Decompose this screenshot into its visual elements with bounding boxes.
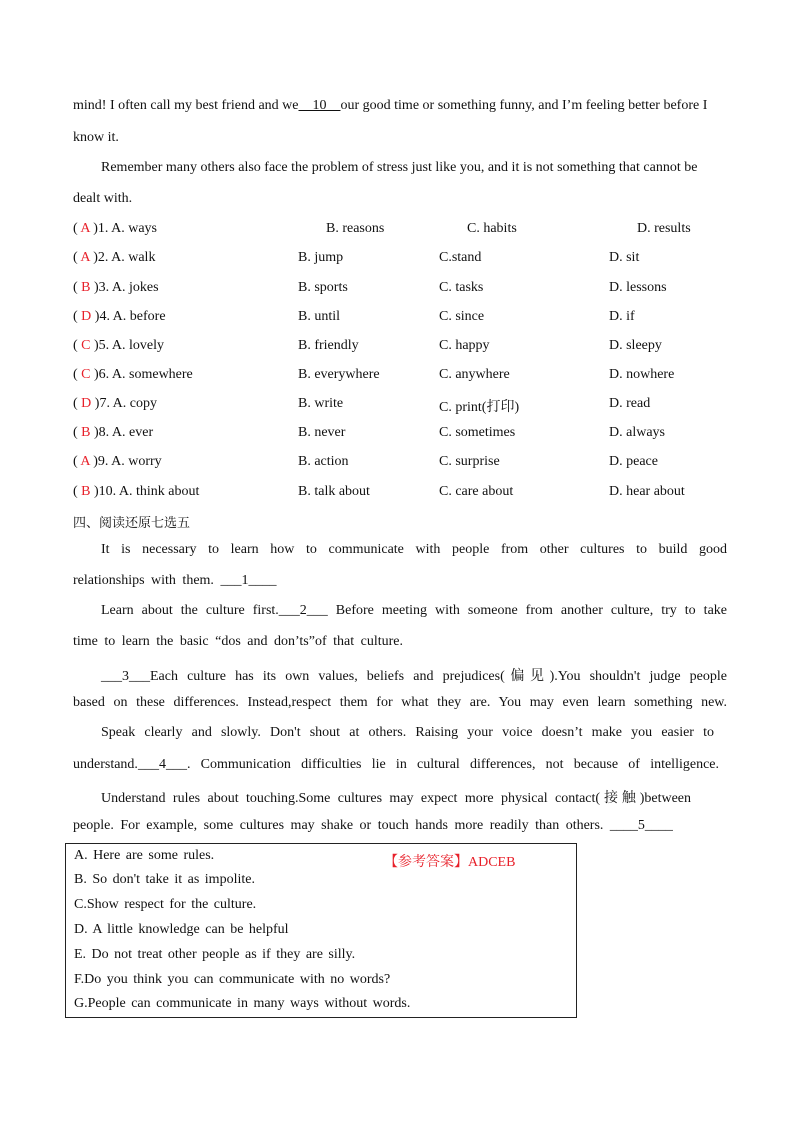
reading-line: Understand rules about touching.Some cultures may expect more physical contact(接触)between: [101, 791, 691, 806]
option-a-text: )4. A. before: [94, 309, 166, 324]
answer-letter: C: [81, 367, 91, 382]
option-c: C. surprise: [439, 454, 500, 469]
option-c: C. sometimes: [439, 425, 516, 440]
reading-line: [73, 573, 276, 589]
option-f: F.Do you think you can communicate with no words?: [74, 972, 391, 987]
option-a-text: )9. A. worry: [93, 454, 162, 469]
option-d: D. results: [637, 221, 691, 236]
blank-4: ___4___: [137, 757, 187, 772]
option-a: A. Here are some rules.: [74, 848, 215, 863]
option-c: C. habits: [467, 221, 517, 236]
answer-letter: D: [81, 309, 92, 324]
option-b: B. until: [298, 309, 341, 324]
option-b: B. write: [298, 396, 344, 411]
cloze-row-7: ( D )7. A. copy: [73, 396, 158, 411]
blank-3: ___3___: [101, 669, 150, 684]
answer-letter: B: [81, 484, 91, 499]
option-b: B. So don't take it as impolite.: [74, 872, 255, 887]
options-box: [65, 843, 577, 1018]
answer-key: 【参考答案】ADCEB: [384, 855, 516, 870]
reading-line: based on these differences. Instead,respect them for what they are. You may even learn something new.: [73, 695, 727, 710]
option-d: D. hear about: [609, 484, 685, 499]
reading-line: Speak clearly and slowly. Don't shout at others. Raising your voice doesn’t make you easier to: [101, 725, 714, 740]
blank-1: ___1____: [220, 573, 277, 588]
reading-text: Learn about the culture first.: [101, 603, 279, 618]
blank-10: 10: [298, 98, 341, 113]
option-c: C. anywhere: [439, 367, 510, 382]
answer-letter: A: [80, 250, 90, 265]
answer-letter: B: [81, 280, 91, 295]
option-d: D. A little knowledge can be helpful: [74, 922, 289, 937]
option-d: D. read: [609, 396, 651, 411]
reading-text: understand.: [73, 757, 138, 772]
cloze-row-8: ( B )8. A. ever: [73, 425, 154, 440]
cloze-row-9: ( A )9. A. worry: [73, 454, 162, 469]
option-c: C. since: [439, 309, 485, 324]
option-e: E. Do not treat other people as if they are silly.: [74, 947, 356, 962]
reading-text: people. For example, some cultures may shake or touch hands more readily than others.: [73, 818, 610, 833]
reading-line: [73, 757, 719, 773]
cloze-row-1: ( A )1. A. ways: [73, 221, 158, 236]
option-d: D. peace: [609, 454, 658, 469]
option-b: B. talk about: [298, 484, 370, 499]
cloze-row-6: ( C )6. A. somewhere: [73, 367, 193, 382]
option-a-text: )1. A. ways: [93, 221, 158, 236]
cloze-row-10: ( B )10. A. think about: [73, 484, 200, 499]
cloze-row-4: ( D )4. A. before: [73, 309, 166, 324]
option-a-text: )8. A. ever: [94, 425, 154, 440]
option-g: G.People can communicate in many ways without words.: [74, 996, 411, 1011]
option-c: C.stand: [439, 250, 482, 265]
reading-text: . Communication difficulties lie in cultural differences, not because of intelligence.: [186, 757, 719, 772]
option-b: B. everywhere: [298, 367, 380, 382]
option-b: B. action: [298, 454, 349, 469]
option-c: C. tasks: [439, 280, 484, 295]
answer-letter: C: [81, 338, 91, 353]
answer-letter: A: [80, 454, 90, 469]
option-a-text: )7. A. copy: [94, 396, 158, 411]
option-c: C. print(打印): [439, 400, 520, 415]
option-b: B. never: [298, 425, 346, 440]
option-b: B. sports: [298, 280, 348, 295]
passage-text: our good time or something funny, and I’m feeling better before I: [340, 98, 708, 113]
cloze-row-3: ( B )3. A. jokes: [73, 280, 159, 295]
reading-line: [101, 603, 727, 619]
answer-letter: D: [81, 396, 92, 411]
reading-line: time to learn the basic “dos and don’ts”of that culture.: [73, 634, 403, 649]
cloze-row-2: ( A )2. A. walk: [73, 250, 156, 265]
passage-line: Remember many others also face the problem of stress just like you, and it is not something that cannot be: [101, 160, 698, 175]
cloze-row-5: ( C )5. A. lovely: [73, 338, 165, 353]
passage-line: [73, 98, 707, 114]
option-a-text: )6. A. somewhere: [94, 367, 193, 382]
option-b: B. reasons: [326, 221, 385, 236]
answer-letter: A: [80, 221, 90, 236]
passage-text: mind! I often call my best friend and we: [73, 98, 299, 113]
option-d: D. sleepy: [609, 338, 662, 353]
blank-2: ___2___: [278, 603, 328, 618]
blank-5: ____5____: [609, 818, 673, 833]
option-d: D. sit: [609, 250, 640, 265]
option-a-text: )2. A. walk: [93, 250, 156, 265]
option-b: B. jump: [298, 250, 344, 265]
option-d: D. always: [609, 425, 665, 440]
option-b: B. friendly: [298, 338, 359, 353]
section-title: 四、阅读还原七选五: [73, 516, 191, 531]
option-d: D. if: [609, 309, 635, 324]
passage-line: dealt with.: [73, 191, 133, 206]
reading-line: It is necessary to learn how to communicate with people from other cultures to build good: [101, 542, 727, 557]
reading-line: [101, 665, 727, 685]
option-a-text: )5. A. lovely: [94, 338, 165, 353]
reading-line: [73, 818, 673, 834]
reading-text: relationships with them.: [73, 573, 221, 588]
option-c: C.Show respect for the culture.: [74, 897, 257, 912]
option-a-text: )10. A. think about: [94, 484, 200, 499]
reading-text: Each culture has its own values, beliefs and prejudices(偏见).You shouldn't judge people: [150, 669, 727, 684]
passage-line: know it.: [73, 130, 119, 145]
option-d: D. lessons: [609, 280, 667, 295]
option-a-text: )3. A. jokes: [94, 280, 159, 295]
option-d: D. nowhere: [609, 367, 675, 382]
option-c: C. happy: [439, 338, 490, 353]
option-c: C. care about: [439, 484, 514, 499]
reading-text: Before meeting with someone from another culture, try to take: [327, 603, 727, 618]
answer-letter: B: [81, 425, 91, 440]
